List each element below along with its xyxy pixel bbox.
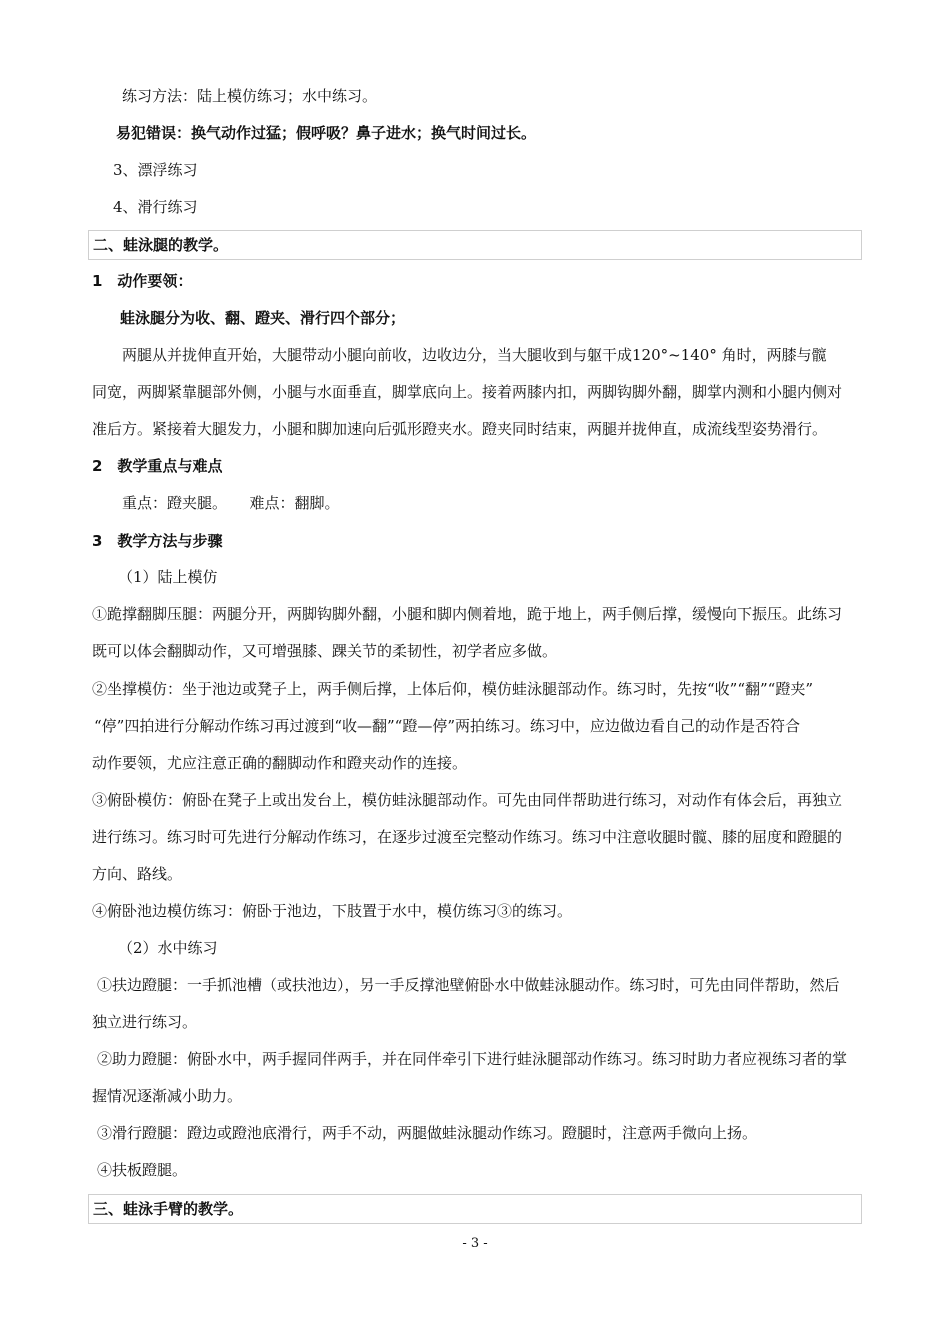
section-2-heading-box xyxy=(88,230,862,260)
subsection-1-heading: 1 动作要领： xyxy=(92,272,193,290)
paragraph-line: ④扶板蹬腿。 xyxy=(97,1161,188,1179)
key-points-line: 重点：蹬夹腿。 难点：翻脚。 xyxy=(122,494,340,512)
subsection-3-heading: 3 教学方法与步骤 xyxy=(92,532,223,550)
paragraph-line: 同宽，两脚紧靠腿部外侧，小腿与水面垂直，脚掌底向上。接着两膝内扣，两脚钩脚外翻，脚掌内测和小腿内侧对 xyxy=(92,383,843,401)
paragraph-line: 准后方。紧接着大腿发力，小腿和脚加速向后弧形蹬夹水。蹬夹同时结束，两腿并拢伸直，成流线型姿势滑行。 xyxy=(92,420,828,438)
land-imitation-heading: （1）陆上模仿 xyxy=(118,568,218,586)
gliding-practice-item: 4、滑行练习 xyxy=(113,198,198,216)
paragraph-line: 动作要领，尤应注意正确的翻脚动作和蹬夹动作的连接。 xyxy=(92,754,468,772)
paragraph-line: ②助力蹬腿：俯卧水中，两手握同伴两手，并在同伴牵引下进行蛙泳腿部动作练习。练习时助力者应视练习者的掌 xyxy=(97,1050,848,1068)
common-errors-line: 易犯错误：换气动作过猛；假呼吸？鼻子进水；换气时间过长。 xyxy=(116,124,537,142)
paragraph-line: “停”四拍进行分解动作练习再过渡到“收—翻”“蹬—停”两拍练习。练习中，应边做边看自己的动作是否符合 xyxy=(94,717,801,735)
page-number: - 3 - xyxy=(462,1236,488,1251)
paragraph-line: 两腿从并拢伸直开始，大腿带动小腿向前收，边收边分，当大腿收到与躯干成120°~140° 角时，两膝与髋 xyxy=(122,346,827,364)
section-3-heading-box xyxy=(88,1194,862,1224)
paragraph-line: 握情况逐渐减小助力。 xyxy=(92,1087,243,1105)
paragraph-line: ③滑行蹬腿：蹬边或蹬池底滑行，两手不动，两腿做蛙泳腿动作练习。蹬腿时，注意两手微向上扬。 xyxy=(97,1124,758,1142)
paragraph-line: ④俯卧池边模仿练习：俯卧于池边，下肢置于水中，模仿练习③的练习。 xyxy=(92,902,573,920)
section-3-heading: 三、蛙泳手臂的教学。 xyxy=(93,1200,244,1218)
practice-methods-line: 练习方法：陆上模仿练习；水中练习。 xyxy=(122,87,378,105)
water-practice-heading: （2）水中练习 xyxy=(118,939,218,957)
paragraph-line: ②坐撑模仿：坐于池边或凳子上，两手侧后撑，上体后仰，模仿蛙泳腿部动作。练习时，先按“收”“翻”“蹬夹” xyxy=(92,680,814,698)
paragraph-line: ①扶边蹬腿：一手抓池槽（或扶池边），另一手反撑池壁俯卧水中做蛙泳腿动作。练习时，可先由同伴帮助，然后 xyxy=(97,976,840,994)
subsection-2-heading: 2 教学重点与难点 xyxy=(92,457,223,475)
floating-practice-item: 3、漂浮练习 xyxy=(113,161,198,179)
paragraph-line: 独立进行练习。 xyxy=(92,1013,198,1031)
paragraph-line: 方向、路线。 xyxy=(92,865,183,883)
paragraph-line: 进行练习。练习时可先进行分解动作练习，在逐步过渡至完整动作练习。练习中注意收腿时髋、膝的屈度和蹬腿的 xyxy=(92,828,843,846)
paragraph-line: ①跪撑翻脚压腿：两腿分开，两脚钩脚外翻，小腿和脚内侧着地，跪于地上，两手侧后撑，缓慢向下振压。此练习 xyxy=(92,605,843,623)
paragraph-line: ③俯卧模仿：俯卧在凳子上或出发台上，模仿蛙泳腿部动作。可先由同伴帮助进行练习，对动作有体会后，再独立 xyxy=(92,791,843,809)
section-2-heading: 二、蛙泳腿的教学。 xyxy=(93,236,229,254)
kick-phases-line: 蛙泳腿分为收、翻、蹬夹、滑行四个部分； xyxy=(120,309,406,327)
paragraph-line: 既可以体会翻脚动作，又可增强膝、踝关节的柔韧性，初学者应多做。 xyxy=(92,642,558,660)
